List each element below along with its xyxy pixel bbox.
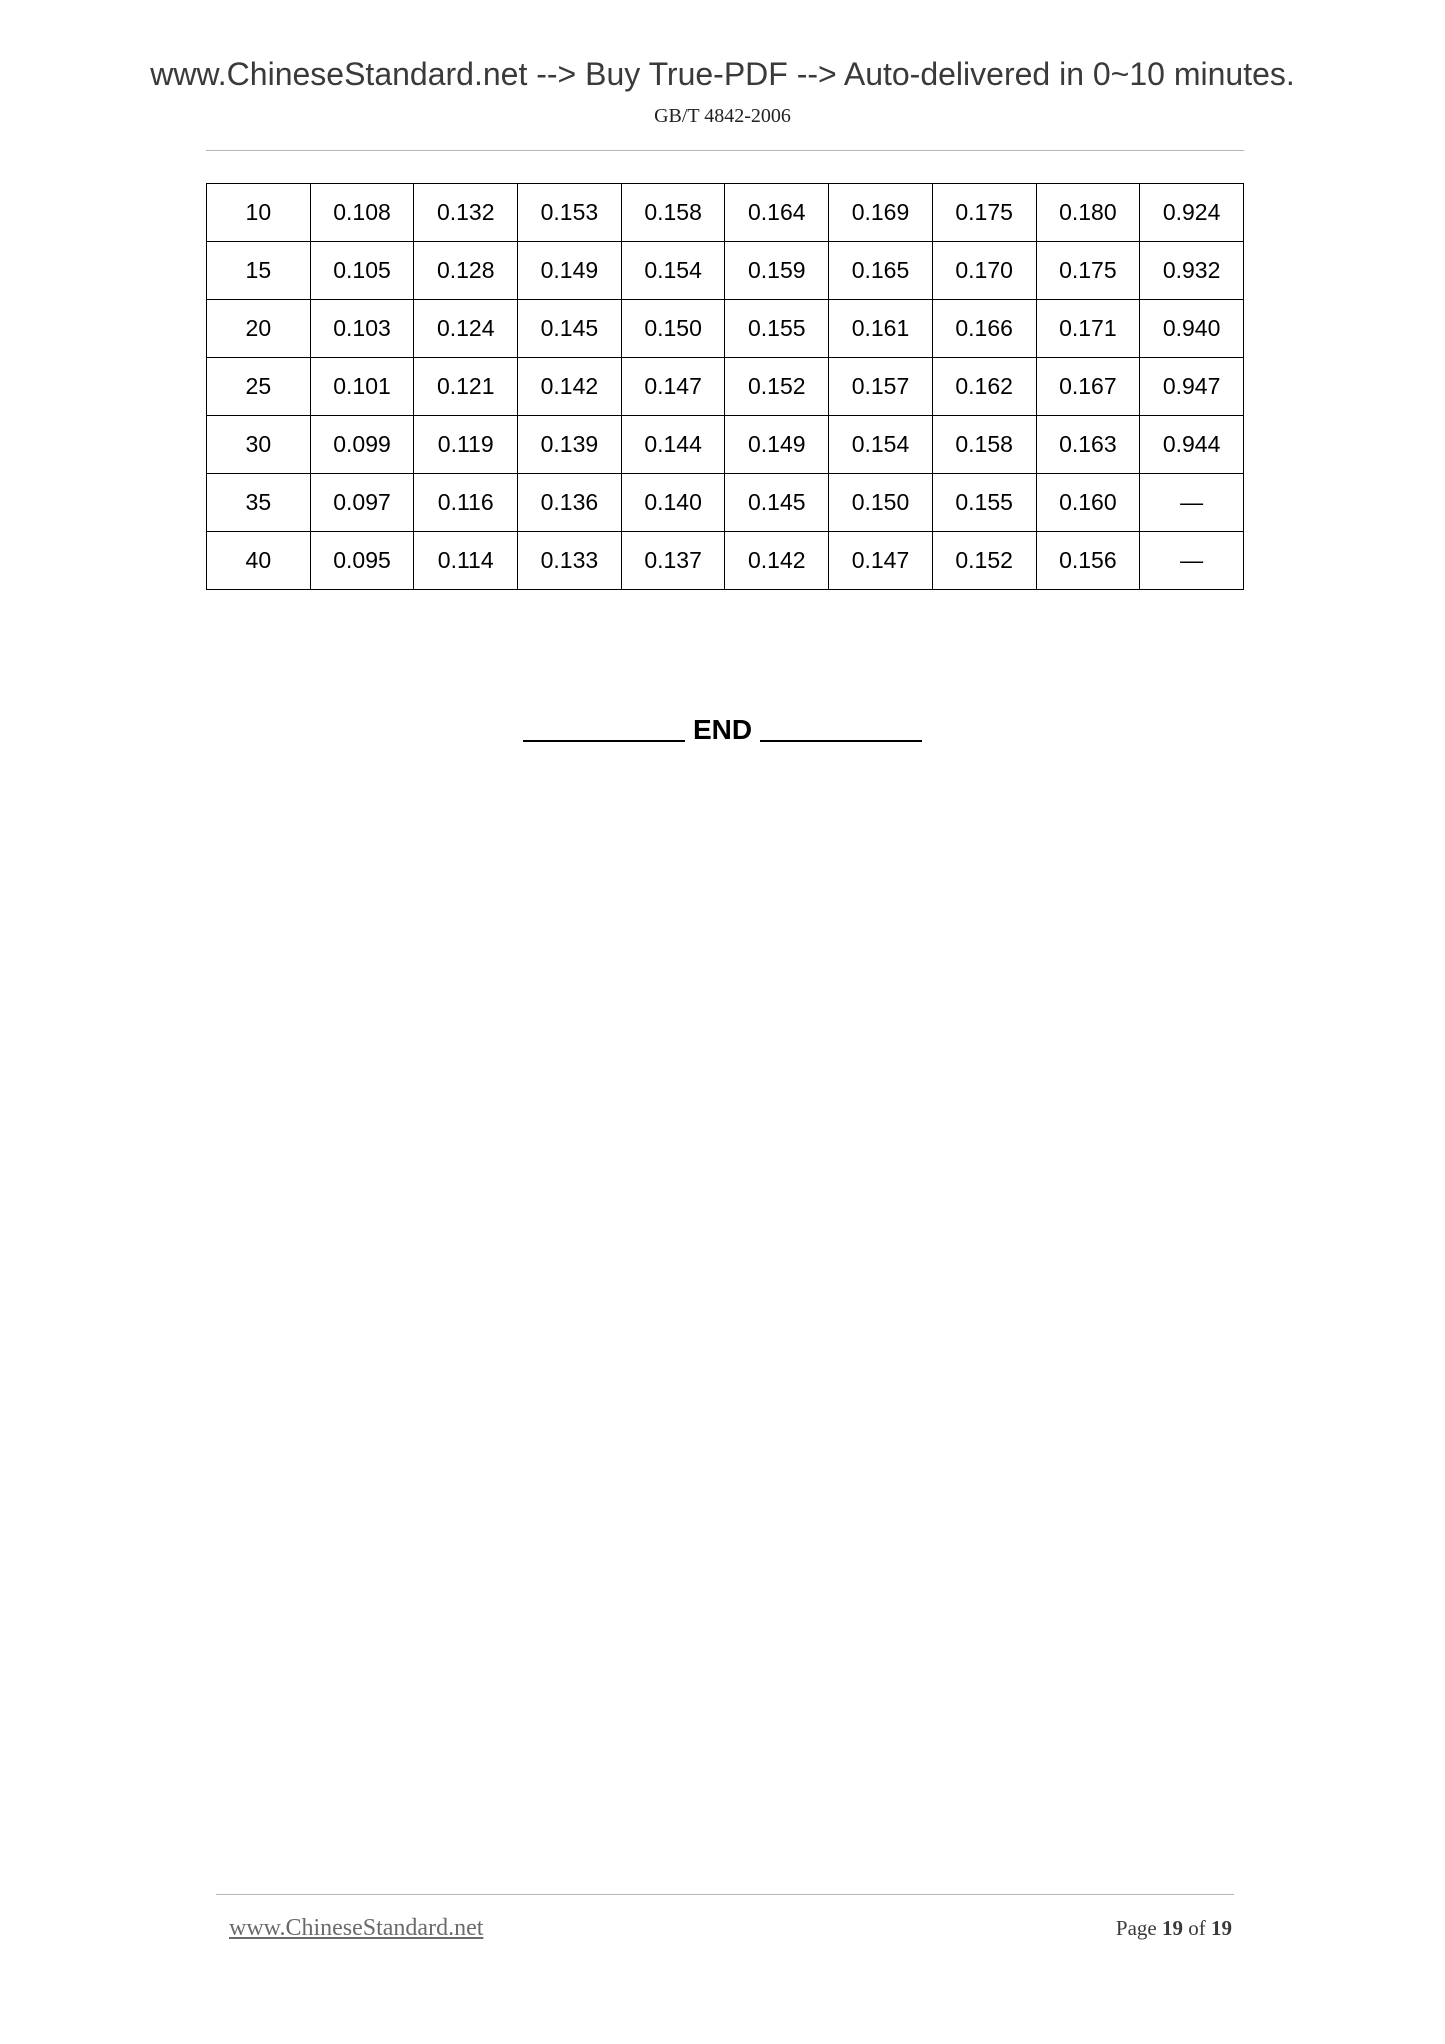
table-cell: 0.154 (621, 242, 725, 300)
standard-code: GB/T 4842-2006 (654, 105, 791, 127)
table-cell: 0.155 (932, 474, 1036, 532)
table-row (207, 532, 1244, 590)
table-cell: 0.150 (829, 474, 933, 532)
table-row (207, 242, 1244, 300)
table-cell: 0.119 (414, 416, 518, 474)
page-prefix: Page (1115, 1916, 1157, 1940)
table-cell: 0.159 (725, 242, 829, 300)
data-table (206, 183, 1244, 590)
table-cell: 0.152 (932, 532, 1036, 590)
table-cell: 0.145 (518, 300, 622, 358)
table-cell: 0.142 (725, 532, 829, 590)
table-cell: 0.139 (518, 416, 622, 474)
page-number (1116, 1918, 1232, 1939)
row-header-cell: 10 (207, 184, 311, 242)
row-header-cell: 25 (207, 358, 311, 416)
table-cell: 0.105 (310, 242, 414, 300)
table-cell: 0.932 (1140, 242, 1244, 300)
table-cell: 0.171 (1036, 300, 1140, 358)
table-cell: 0.149 (518, 242, 622, 300)
table-cell: 0.132 (414, 184, 518, 242)
table-body (207, 184, 1244, 590)
table-row (207, 474, 1244, 532)
table-cell: 0.175 (932, 184, 1036, 242)
table-cell: 0.108 (310, 184, 414, 242)
table-row (207, 300, 1244, 358)
table-cell: 0.165 (829, 242, 933, 300)
table-cell: 0.099 (310, 416, 414, 474)
table-cell: 0.162 (932, 358, 1036, 416)
table-cell: 0.169 (829, 184, 933, 242)
table-cell: 0.140 (621, 474, 725, 532)
row-header-cell: 35 (207, 474, 311, 532)
row-header-cell: 20 (207, 300, 311, 358)
table-cell: 0.160 (1036, 474, 1140, 532)
header-banner: www.ChineseStandard.net --> Buy True-PDF --> Auto-delivered in 0~10 minutes. (150, 56, 1295, 92)
table-row (207, 358, 1244, 416)
table-cell: 0.170 (932, 242, 1036, 300)
table-cell: 0.152 (725, 358, 829, 416)
table-cell: 0.944 (1140, 416, 1244, 474)
table-cell: 0.167 (1036, 358, 1140, 416)
row-header-cell: 15 (207, 242, 311, 300)
table-cell: 0.133 (518, 532, 622, 590)
table-cell: 0.136 (518, 474, 622, 532)
table-cell: 0.947 (1140, 358, 1244, 416)
table-cell: 0.128 (414, 242, 518, 300)
table-cell: 0.147 (621, 358, 725, 416)
table-cell: 0.164 (725, 184, 829, 242)
row-header-cell: 40 (207, 532, 311, 590)
table-cell: 0.158 (621, 184, 725, 242)
table-cell: 0.163 (1036, 416, 1140, 474)
page-current: 19 (1162, 1916, 1183, 1940)
table-cell: 0.180 (1036, 184, 1140, 242)
table-cell: 0.166 (932, 300, 1036, 358)
table-cell: 0.121 (414, 358, 518, 416)
end-label: END (692, 714, 753, 745)
table-cell: 0.924 (1140, 184, 1244, 242)
page-of: of (1188, 1916, 1206, 1940)
table-cell: 0.175 (1036, 242, 1140, 300)
table-cell: — (1140, 474, 1244, 532)
end-rule-right (760, 740, 922, 742)
table-cell: 0.155 (725, 300, 829, 358)
table-cell: 0.150 (621, 300, 725, 358)
table-cell: 0.157 (829, 358, 933, 416)
end-rule-left (523, 740, 685, 742)
footer-divider (216, 1894, 1234, 1895)
table-cell: 0.124 (414, 300, 518, 358)
table-cell: 0.149 (725, 416, 829, 474)
table-cell: 0.097 (310, 474, 414, 532)
table-cell: 0.161 (829, 300, 933, 358)
table-cell: — (1140, 532, 1244, 590)
table-row (207, 416, 1244, 474)
end-marker (0, 716, 1445, 744)
table-cell: 0.142 (518, 358, 622, 416)
table-cell: 0.114 (414, 532, 518, 590)
table-cell: 0.101 (310, 358, 414, 416)
table-cell: 0.144 (621, 416, 725, 474)
header-divider (206, 150, 1244, 151)
table-cell: 0.158 (932, 416, 1036, 474)
table-cell: 0.095 (310, 532, 414, 590)
table-cell: 0.137 (621, 532, 725, 590)
page-total: 19 (1211, 1916, 1232, 1940)
table-row (207, 184, 1244, 242)
table-cell: 0.154 (829, 416, 933, 474)
table-cell: 0.116 (414, 474, 518, 532)
footer-site-link[interactable]: www.ChineseStandard.net (229, 1915, 484, 1941)
table-cell: 0.156 (1036, 532, 1140, 590)
table-cell: 0.103 (310, 300, 414, 358)
table-cell: 0.153 (518, 184, 622, 242)
table-cell: 0.940 (1140, 300, 1244, 358)
table-cell: 0.147 (829, 532, 933, 590)
row-header-cell: 30 (207, 416, 311, 474)
table-cell: 0.145 (725, 474, 829, 532)
